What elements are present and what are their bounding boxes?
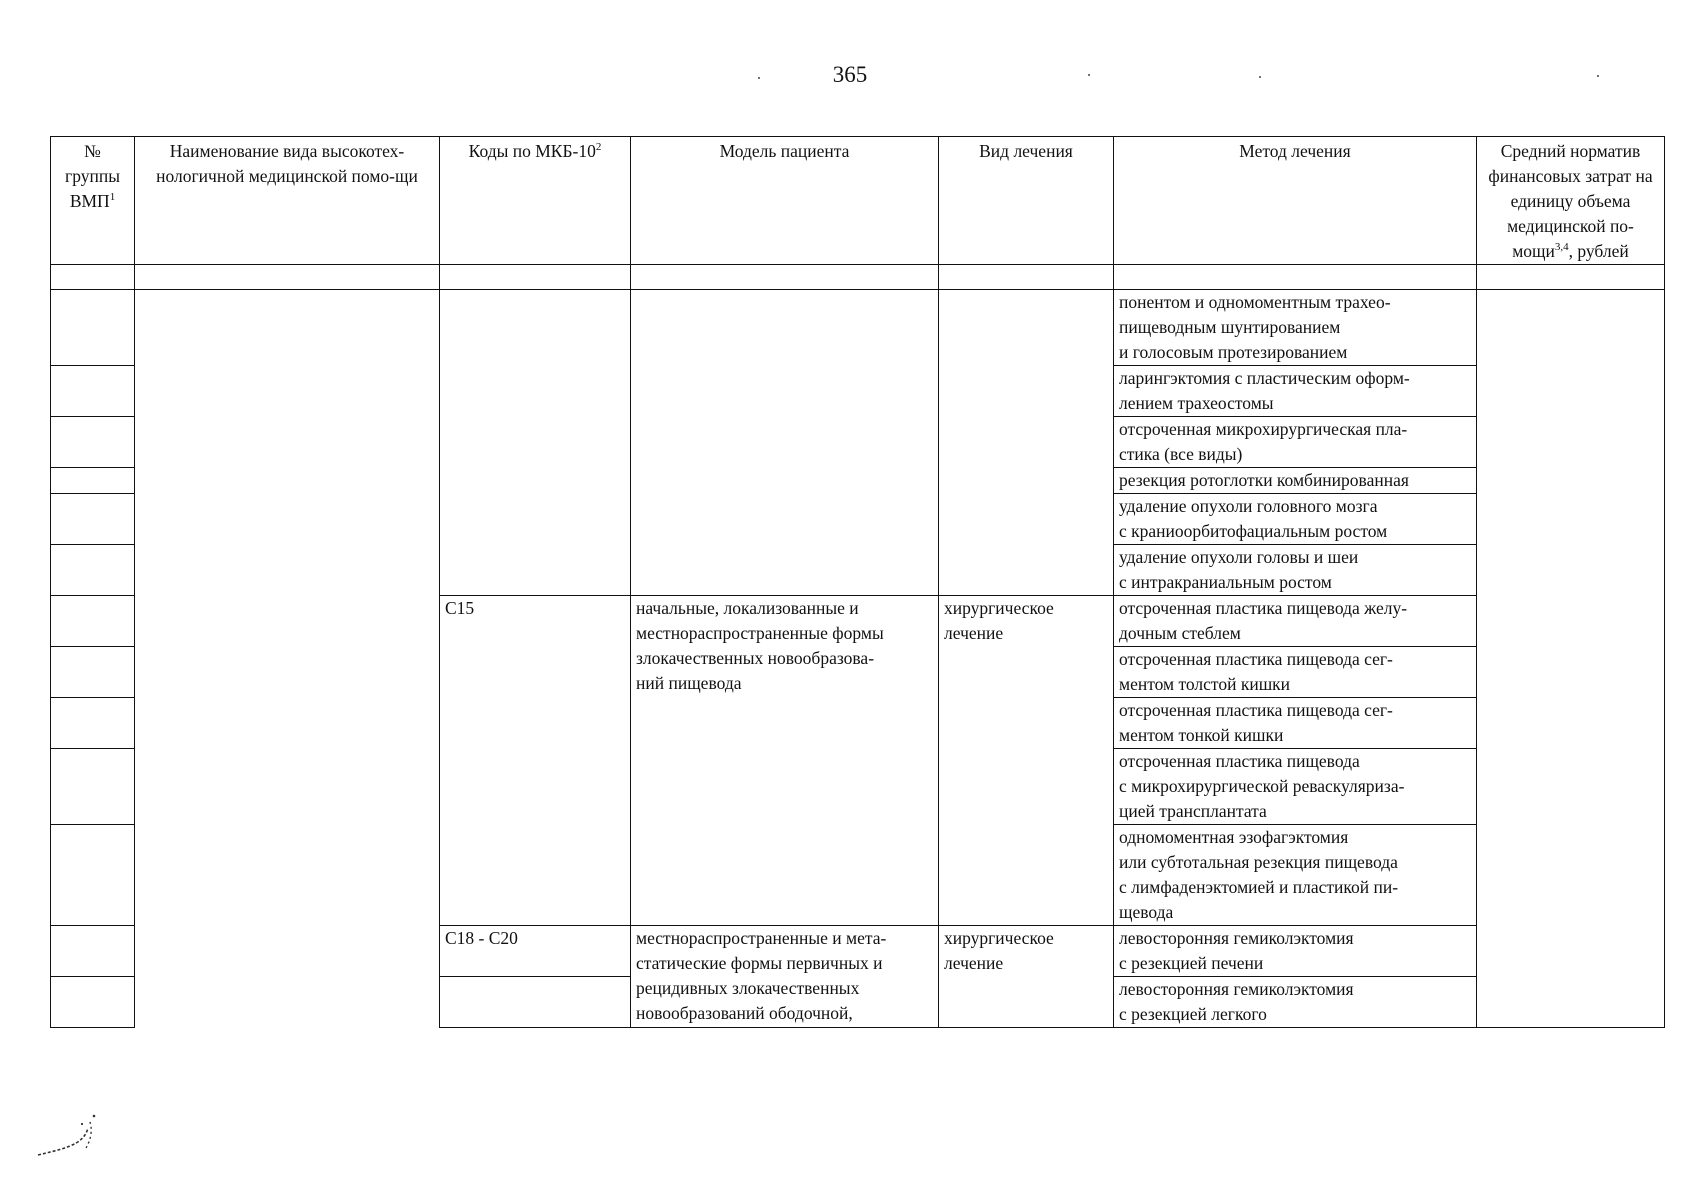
table-row [51, 290, 1665, 366]
codes-cell [440, 290, 631, 596]
codes-cell [440, 977, 631, 1028]
model-cell: начальные, локализованные и местнораспространенные формы злокачественных новообразова- ний пищевода [631, 596, 939, 926]
method-cell: левосторонняя гемиколэктомия с резекцией печени [1114, 926, 1477, 977]
group-cell [51, 749, 135, 825]
method-cell: удаление опухоли головы и шеи с интракраниальным ростом [1114, 545, 1477, 596]
header-name: Наименование вида высокотех-нологичной медицинской помо-щи [135, 137, 440, 265]
codes-cell: C15 [440, 596, 631, 926]
header-treatment-type: Вид лечения [939, 137, 1114, 265]
header-model: Модель пациента [631, 137, 939, 265]
scan-speck [1259, 76, 1261, 78]
method-cell: отсроченная пластика пищевода сег- ментом тонкой кишки [1114, 698, 1477, 749]
header-group: № группы ВМП$^1$ [51, 137, 135, 265]
group-cell [51, 596, 135, 647]
group-cell [51, 698, 135, 749]
treatment-type-cell: хирургическое лечение [939, 596, 1114, 926]
scan-speck [758, 77, 760, 79]
model-cell: местнораспространенные и мета- статические формы первичных и рецидивных злокачественных новообразований ободочной, [631, 926, 939, 1028]
model-cell [631, 290, 939, 596]
cost-cell [1477, 290, 1665, 1028]
group-cell [51, 977, 135, 1028]
group-cell [51, 545, 135, 596]
group-cell [51, 468, 135, 494]
page-number: 365 [832, 62, 868, 87]
group-cell [51, 647, 135, 698]
scan-speck [1088, 74, 1090, 76]
method-cell: понентом и одномоментным трахео- пищеводным шунтированием и голосовым протезированием [1114, 290, 1477, 366]
header-cost: Средний норматив финансовых затрат на единицу объема медицинской по-мощи$^{3,4}$, рублей [1477, 137, 1665, 265]
method-cell: отсроченная пластика пищевода сег- ментом толстой кишки [1114, 647, 1477, 698]
method-cell: отсроченная пластика пищевода желу- дочным стеблем [1114, 596, 1477, 647]
group-cell [51, 290, 135, 366]
header-codes: Коды по МКБ-$10^2$ [440, 137, 631, 265]
vmp-table [50, 136, 1665, 1028]
group-cell [51, 494, 135, 545]
name-cell [135, 290, 440, 1028]
group-cell [51, 366, 135, 417]
codes-cell: C18 - C20 [440, 926, 631, 977]
method-cell: отсроченная микрохирургическая пла- стика (все виды) [1114, 417, 1477, 468]
spacer-row [51, 265, 1665, 290]
header-method: Метод лечения [1114, 137, 1477, 265]
pen-mark [30, 1108, 110, 1168]
method-cell: левосторонняя гемиколэктомия с резекцией легкого [1114, 977, 1477, 1028]
method-cell: резекция ротоглотки комбинированная [1114, 468, 1477, 494]
method-cell: удаление опухоли головного мозга с краниоорбитофациальным ростом [1114, 494, 1477, 545]
header-row [51, 137, 1665, 265]
method-cell: отсроченная пластика пищевода с микрохирургической реваскуляриза- цией трансплантата [1114, 749, 1477, 825]
group-cell [51, 825, 135, 926]
scan-speck [1597, 75, 1599, 77]
method-cell: одномоментная эзофагэктомия или субтотальная резекция пищевода с лимфаденэктомией и пластикой пи- щевода [1114, 825, 1477, 926]
method-cell: ларингэктомия с пластическим оформ- лением трахеостомы [1114, 366, 1477, 417]
group-cell [51, 417, 135, 468]
treatment-type-cell [939, 290, 1114, 596]
treatment-type-cell: хирургическое лечение [939, 926, 1114, 1028]
group-cell [51, 926, 135, 977]
